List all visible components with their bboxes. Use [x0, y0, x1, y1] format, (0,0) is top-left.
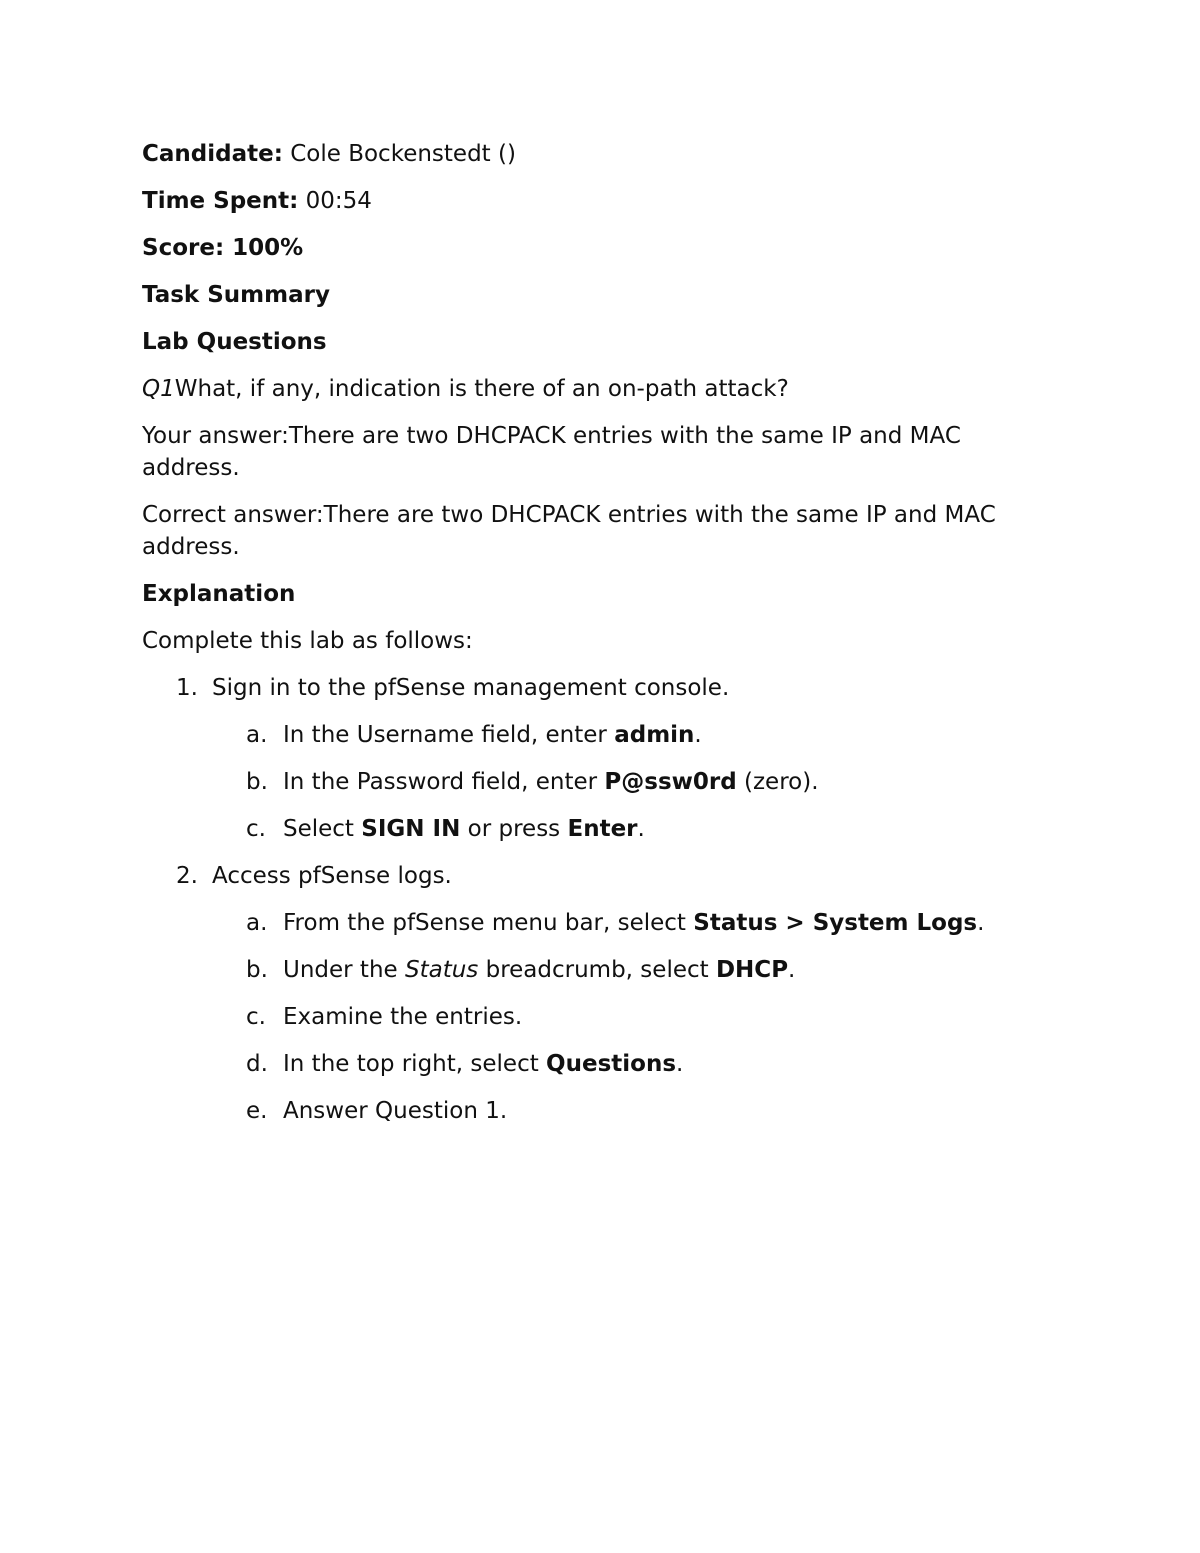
substep-mid: breadcrumb, select	[478, 957, 716, 983]
substep-text: Examine the entries.	[283, 1004, 523, 1030]
substep-post: .	[637, 816, 645, 842]
substep-letter: e.	[246, 1098, 268, 1124]
candidate-line	[142, 138, 1042, 170]
lab-questions-heading	[142, 326, 1042, 358]
question-text: What, if any, indication is there of an on-path attack?	[174, 376, 789, 402]
substep-letter: c.	[246, 1004, 266, 1030]
substep-letter: b.	[246, 957, 268, 983]
intro-text: Complete this lab as follows:	[142, 628, 473, 654]
candidate-label: Candidate:	[142, 141, 283, 167]
substep-post: .	[694, 722, 702, 748]
substep-bold: admin	[614, 722, 695, 748]
substep-bold: Status > System Logs	[693, 910, 978, 936]
step-number: 1.	[176, 675, 198, 701]
substep-1a	[142, 719, 1042, 751]
score-line	[142, 232, 1042, 264]
time-spent-line	[142, 185, 1042, 217]
explanation-heading	[142, 578, 1042, 610]
step-2	[142, 860, 1042, 892]
substep-bold-2: Enter	[567, 816, 638, 842]
your-answer: Your answer:There are two DHCPACK entries with the same IP and MAC address.	[142, 423, 961, 481]
substep-2b	[142, 954, 1042, 986]
substep-1c	[142, 813, 1042, 845]
substep-post: .	[788, 957, 796, 983]
substep-post: .	[676, 1051, 684, 1077]
substep-letter: d.	[246, 1051, 268, 1077]
substep-2e	[142, 1095, 1042, 1127]
task-summary-text: Task Summary	[142, 282, 330, 308]
substep-mid: or press	[460, 816, 568, 842]
substep-text: Under the	[283, 957, 405, 983]
substep-bold: SIGN IN	[361, 816, 461, 842]
substep-letter: b.	[246, 769, 268, 795]
substep-bold: DHCP	[715, 957, 789, 983]
score-label: Score: 100%	[142, 235, 304, 261]
step-1	[142, 672, 1042, 704]
step-text: Access pfSense logs.	[212, 863, 452, 889]
substep-letter: c.	[246, 816, 266, 842]
substep-1b	[142, 766, 1042, 798]
substep-text: In the top right, select	[283, 1051, 547, 1077]
document-page	[142, 138, 1042, 1127]
substep-letter: a.	[246, 910, 268, 936]
substep-post: .	[977, 910, 985, 936]
time-spent-label: Time Spent:	[142, 188, 299, 214]
substep-2c	[142, 1001, 1042, 1033]
substep-letter: a.	[246, 722, 268, 748]
explanation-text: Explanation	[142, 581, 296, 607]
correct-answer: Correct answer:There are two DHCPACK entries with the same IP and MAC address.	[142, 502, 996, 560]
question-line	[142, 373, 1042, 405]
candidate-value: Cole Bockenstedt ()	[290, 141, 516, 167]
substep-2a	[142, 907, 1042, 939]
lab-questions-text: Lab Questions	[142, 329, 327, 355]
substep-2d	[142, 1048, 1042, 1080]
question-number: Q1	[142, 376, 175, 402]
time-spent-value: 00:54	[305, 188, 372, 214]
substep-post: (zero).	[736, 769, 819, 795]
substep-bold: P@ssw0rd	[604, 769, 737, 795]
substep-text: Select	[283, 816, 362, 842]
substep-italic: Status	[405, 957, 479, 983]
step-text: Sign in to the pfSense management console.	[212, 675, 730, 701]
substep-text: From the pfSense menu bar, select	[283, 910, 694, 936]
substep-text: In the Username field, enter	[283, 722, 615, 748]
substep-text: Answer Question 1.	[283, 1098, 508, 1124]
task-summary-heading	[142, 279, 1042, 311]
substep-bold: Questions	[546, 1051, 677, 1077]
substep-text: In the Password field, enter	[283, 769, 605, 795]
step-number: 2.	[176, 863, 198, 889]
